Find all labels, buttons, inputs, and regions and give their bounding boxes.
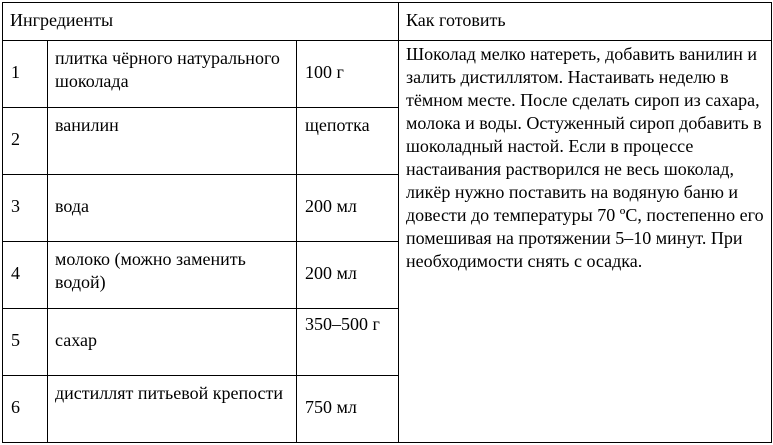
how-to-cook-header: Как готовить bbox=[399, 3, 772, 41]
method-text: Шоколад мелко натереть, добавить ванилин и залить дистиллятом. Настаивать неделю в тёмном месте. После сделать сироп из сахара, молока и воды. Остуженный сироп добавить в шоколадный настой. Если в процессе настаивания растворился не весь шоколад, ликёр нужно поставить на водяную баню и довести до температуры 70 ºС, постепенно его помешивая на протяжении 5–10 минут. При необходимости снять с осадка. bbox=[406, 44, 764, 271]
ingredient-quantity: 200 мл bbox=[297, 242, 399, 309]
header-row bbox=[3, 3, 772, 41]
row-number: 5 bbox=[3, 309, 48, 376]
ingredient-name: ванилин bbox=[48, 108, 297, 175]
row-number: 3 bbox=[3, 175, 48, 242]
row-number: 1 bbox=[3, 41, 48, 108]
ingredient-quantity: 750 мл bbox=[297, 376, 399, 443]
ingredient-name: плитка чёрного натурального шоколада bbox=[48, 41, 297, 108]
ingredient-name: сахар bbox=[48, 309, 297, 376]
row-number: 4 bbox=[3, 242, 48, 309]
recipe-table bbox=[2, 2, 772, 443]
row-number: 6 bbox=[3, 376, 48, 443]
ingredient-quantity: 350–500 г bbox=[297, 309, 399, 376]
row-number: 2 bbox=[3, 108, 48, 175]
ingredients-header: Ингредиенты bbox=[3, 3, 399, 41]
table-row bbox=[3, 41, 772, 108]
ingredient-name: вода bbox=[48, 175, 297, 242]
ingredient-quantity: 200 мл bbox=[297, 175, 399, 242]
ingredient-name: дистиллят питьевой крепости bbox=[48, 376, 297, 443]
method-cell bbox=[399, 41, 772, 443]
ingredient-quantity: 100 г bbox=[297, 41, 399, 108]
ingredient-quantity: щепотка bbox=[297, 108, 399, 175]
ingredient-name: молоко (можно заменить водой) bbox=[48, 242, 297, 309]
